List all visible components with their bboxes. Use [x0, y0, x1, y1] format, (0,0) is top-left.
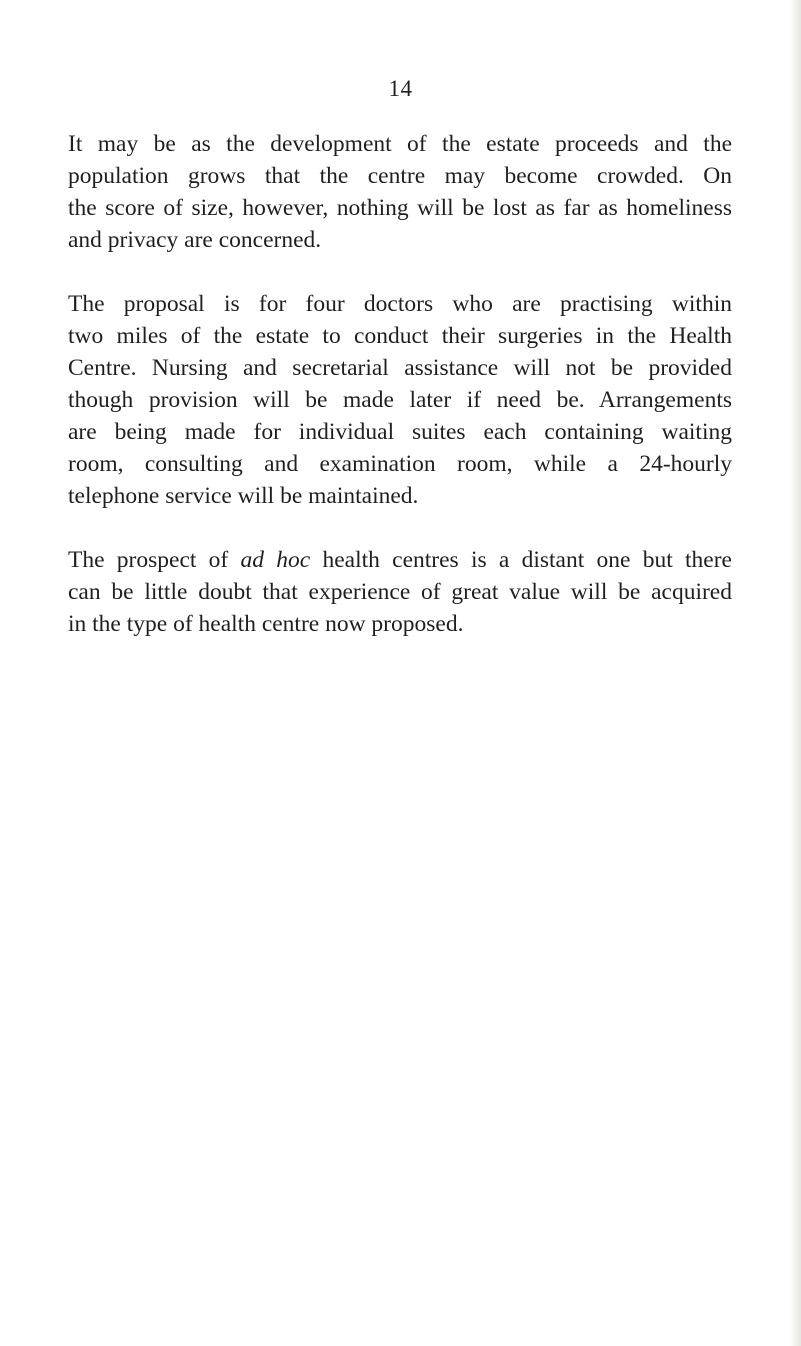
text-line: can be little doubt that experience of great value will be acquired	[68, 579, 732, 605]
paragraph-2	[68, 288, 732, 512]
text-line	[68, 544, 732, 576]
text-line: room, consulting and examination room, while a 24-hourly	[68, 451, 732, 477]
text-line: Centre. Nursing and secretarial assistance will not be provided	[68, 355, 732, 381]
page-number: 14	[388, 76, 413, 101]
text-line: are being made for individual suites each containing waiting	[68, 419, 732, 445]
text-run: The prospect of	[68, 547, 241, 573]
text-line: and privacy are concerned.	[68, 227, 322, 253]
text-line: the score of size, however, nothing will be lost as far as homeliness	[68, 195, 732, 221]
text-line: The proposal is for four doctors who are practising within	[68, 291, 732, 317]
body-text	[68, 128, 732, 672]
text-line: though provision will be made later if need be. Arrangements	[68, 387, 732, 413]
text-line: telephone service will be maintained.	[68, 483, 419, 509]
paragraph-1	[68, 128, 732, 256]
text-line: It may be as the development of the estate proceeds and the	[68, 131, 732, 157]
text-line: in the type of health centre now proposed.	[68, 611, 464, 637]
italic-term: ad hoc	[240, 547, 311, 573]
text-line: two miles of the estate to conduct their surgeries in the Health	[68, 323, 732, 349]
text-run: health centres is a distant one but there	[310, 547, 732, 573]
page-edge-shadow	[789, 0, 801, 1346]
text-line: population grows that the centre may become crowded. On	[68, 163, 732, 189]
paragraph-3	[68, 544, 732, 640]
